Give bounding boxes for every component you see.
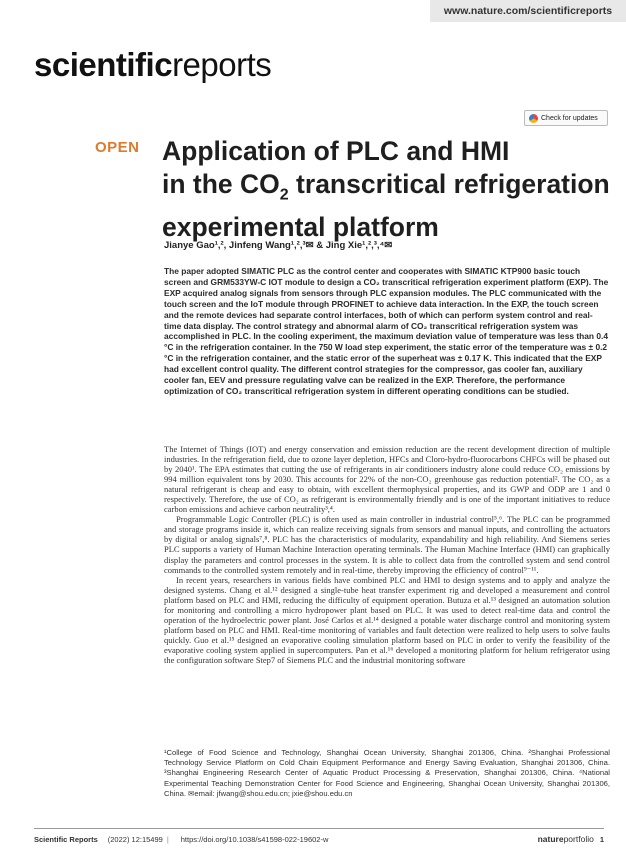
body-paragraph: The Internet of Things (IOT) and energy conservation and emission reduction are the recent development direction of multiple industries. In the refrigeration field, due to ozone layer depletion, HFCs and Cloro-hydro-fluorocarbons CHFCs will be phased out by 2040¹. The EPA estimates that cutting the use of refrigerants in air conditioners industry alone could reduce CO₂ emissions by 994 million equivalent tons by 2030. This accounts for 22% of the non-CO₂ greenhouse gas reduction potential². The CO₂ as a natural refrigerant is cheap and easy to obtain, with excellent thermophysical properties, and its GWP and ODP are 1 and 0 respectively. Therefore, the use of CO₂ as refrigerant is environmentally friendly and is one of the important initiatives to reduce carbon emissions and achieve carbon neutrality³,⁴.	[164, 444, 610, 515]
crossmark-icon	[529, 114, 538, 123]
footer-citation: (2022) 12:15499	[107, 834, 163, 844]
masthead-light: reports	[172, 46, 272, 83]
title-line-3: experimental platform	[162, 212, 439, 243]
page-number: 1	[599, 834, 604, 844]
author-list[interactable]: Jianye Gao¹,², Jinfeng Wang¹,²,³✉ & Jing Xie¹,²,³,⁴✉	[164, 240, 393, 251]
publisher-logo: natureportfolio	[537, 834, 594, 844]
journal-url-banner[interactable]	[430, 0, 626, 22]
open-access-label: OPEN	[95, 139, 140, 156]
journal-url[interactable]: www.nature.com/scientificreports	[443, 5, 613, 17]
footer-separator: |	[166, 834, 169, 844]
affiliations: ¹College of Food Science and Technology, Shanghai Ocean University, Shanghai 201306, China. ²Shanghai Professional Technology Service Platform on Cold Chain Equipment Performance and Energy Saving Evaluation, Shanghai 201306, China. ³Shanghai Engineering Research Center of Aquatic Product Processing & Preservation, Shanghai 201306, China. ⁴National Experimental Teaching Demonstration Center for Food Science and Engineering, Shanghai Ocean University, Shanghai 201306, China. ✉email: jfwang@shou.edu.cn; jxie@shou.edu.cn	[164, 748, 610, 798]
footer-doi-link[interactable]: https://doi.org/10.1038/s41598-022-19602-w	[180, 834, 329, 844]
article-body	[164, 444, 610, 665]
body-paragraph: In recent years, researchers in various fields have combined PLC and HMI to design systems and to apply and analyze the designed systems. Chang et al.¹² designed a single-tube heat transfer experiment rig and developed a measurement and control platform based on PLC and HMI, reducing the difficulty of equipment operation. Butuza et al.¹³ designed an automation solution for monitoring and controlling a micro hydropower plant based on PLC. It was used to detect real-time data and control the operation of the hydroelectric power plant. José Carlos et al.¹⁴ designed a potable water discharge control and monitoring system platform based on PLC and HMI. Real-time monitoring of variables and fault detection were realized to help users to solve faults quickly. Guo et al.¹⁵ designed an evaporative cooling simulation platform based on PLC in order to verify the feasibility of the evaporative cooling system applied in supercomputers. Pan et al.¹⁶ developed a monitoring platform for helium refrigerator using the configuration software Step7 of Siemens PLC and the industrial monitoring software	[164, 574, 610, 665]
body-paragraph: Programmable Logic Controller (PLC) is often used as main controller in industrial control⁵,⁶. The PLC can be programmed and storage programs inside it, which can realize receiving signals from sensors and manual inputs, and controlling the actuators by digital or analog signals⁷,⁸. PLC has the characteristics of modularity, expandability and high reliability. And Siemens series PLC supports a variety of Human Machine Interaction operating terminals. The Human Machine Interface (HMI) can graphically display the parameters and control processes in the system. It is able to collect data from the controlled system and send control commands to the controlled system remotely and in real-time, thereby improving the efficiency of control⁹⁻¹¹.	[164, 514, 610, 575]
title-line-1: Application of PLC and HMI	[162, 136, 510, 166]
article-title	[162, 135, 622, 244]
check-updates-label: Check for updates	[541, 114, 598, 122]
abstract: The paper adopted SIMATIC PLC as the control center and cooperates with SIMATIC KTP900 basic touch screen and GRM533YW-C IOT module to design a CO₂ transcritical refrigeration experiment platform (EXP). The EXP acquired analog signals from sensors through PLC expansion modules. The PLC communicated with the touch screen and the IoT module through PROFINET to achieve data interaction. In the EXP, the touch screen and the remote devices had separate control interfaces, both of which can perform system control and real-time data display. The control strategy and abnormal alarm of CO₂ transcritical refrigeration system was accomplished in PLC. In the cooling experiment, the maximum deviation value of temperature was less than 0.4 °C in the refrigeration container. In the 750 W load step experiment, the static error of the temperature was ± 0.2 °C in the refrigeration container, and the static error of the superheat was ± 0.17 K. This indicated that the EXP had excellent control quality. The different control strategies for the compressor, gas cooler fan, auxiliary cooler fan, EEV and pressure regulating valve can be realized in the EXP. Therefore, the performance optimization of CO₂ transcritical refrigeration system in different operating conditions can be studied.	[164, 266, 609, 396]
page-footer	[34, 828, 604, 844]
title-line-2: in the $CO_2$ transcritical refrigeration	[162, 169, 610, 204]
masthead-bold: scientific	[34, 46, 173, 83]
check-for-updates-button[interactable]	[524, 110, 608, 126]
footer-journal: Scientific Reports	[34, 834, 98, 844]
journal-masthead	[34, 46, 271, 84]
